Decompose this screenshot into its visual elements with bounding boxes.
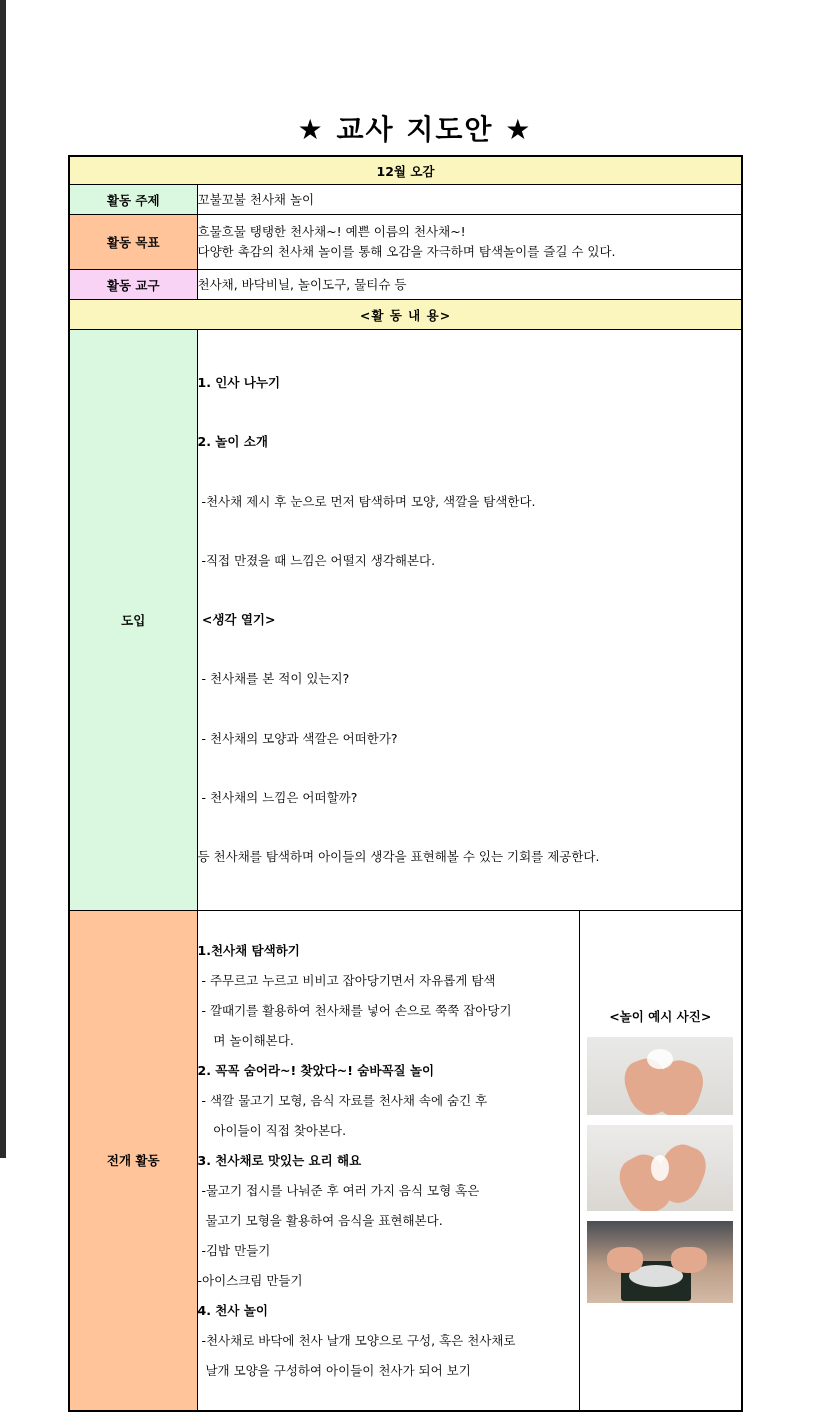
page-title: ★ 교사 지도안 ★ [297,113,533,146]
hand-shape [607,1247,643,1273]
intro-content [197,330,742,911]
photo-column [579,910,742,1411]
intro-label: 도입 [69,330,197,911]
development-line [198,1080,579,1091]
development-line: 아이들이 직접 찾아본다. [197,1122,347,1138]
goal-value [197,215,742,270]
development-line [198,1260,579,1271]
development-row [69,910,742,1411]
intro-line: - 천사채를 본 적이 있는지? [197,671,350,687]
goal-line: 흐물흐물 탱탱한 천사채~! 예쁜 이름의 천사채~! [197,224,466,239]
development-line: 물고기 모형을 활용하여 음식을 표현해본다. [197,1212,443,1228]
materials-row [69,270,742,300]
intro-line: -천사채 제시 후 눈으로 먼저 탐색하며 모양, 색깔을 탐색한다. [197,493,536,509]
intro-row [69,330,742,911]
development-line [198,1290,579,1301]
development-line: - 깔때기를 활용하여 천사채를 넣어 손으로 쭉쭉 잡아당기 [197,1002,512,1018]
example-photo-hands-2 [587,1125,733,1211]
development-line: -천사채로 바닥에 천사 날개 모양으로 구성, 혹은 천사채로 [197,1332,516,1348]
intro-line: 2. 놀이 소개 [197,434,268,450]
development-line: 1.천사채 탐색하기 [197,942,300,958]
development-line: -물고기 접시를 나눠준 후 여러 가지 음식 모형 혹은 [197,1182,480,1198]
development-list [198,941,579,1380]
photo-caption: <놀이 예시 사진> [609,1009,712,1025]
development-line [198,1050,579,1061]
goal-line: 다양한 촉감의 천사채 놀이를 통해 오감을 자극하며 탐색놀이를 즐길 수 있다. [197,244,616,259]
materials-label: 활동 교구 [69,270,197,300]
development-content [197,910,579,1411]
development-line [198,1170,579,1181]
intro-line: - 천사채의 느낌은 어떠할까? [197,790,358,806]
materials-value: 천사채, 바닥비닐, 놀이도구, 물티슈 등 [197,270,742,300]
development-line: 날개 모양을 구성하여 아이들이 천사가 되어 보기 [197,1362,471,1378]
development-line [198,1320,579,1331]
development-line [198,1020,579,1031]
intro-line: - 천사채의 모양과 색깔은 어떠한가? [197,730,398,746]
development-line [198,1200,579,1211]
development-label: 전개 활동 [69,910,197,1411]
development-line: 2. 꼭꼭 숨어라~! 찾았다~! 숨바꼭질 놀이 [197,1062,435,1078]
intro-line: <생각 열기> [197,612,276,628]
lesson-plan-table [68,155,743,1412]
goal-label: 활동 목표 [69,215,197,270]
month-theme: 12월 오감 [69,156,742,185]
goal-row [69,215,742,270]
development-line: - 색깔 물고기 모형, 음식 자료를 천사채 속에 숨긴 후 [197,1092,488,1108]
topic-row [69,185,742,215]
intro-line: -직접 만졌을 때 느낌은 어떨지 생각해본다. [197,552,436,568]
content-header-row [69,300,742,330]
example-photo-hands-1 [587,1037,733,1115]
development-line [198,960,579,971]
topic-value: 꼬불꼬불 천사채 놀이 [197,185,742,215]
development-line: 3. 천사채로 맛있는 요리 해요 [197,1152,362,1168]
intro-line: 등 천사채를 탐색하며 아이들의 생각을 표현해볼 수 있는 기회를 제공한다. [197,849,600,865]
hand-shape [671,1247,707,1273]
development-line: 며 놀이해본다. [197,1032,294,1048]
intro-line: 1. 인사 나누기 [197,375,281,390]
development-line: -김밥 만들기 [197,1242,271,1258]
example-photo-gimbap [587,1221,733,1303]
development-line [198,1110,579,1121]
topic-label: 활동 주제 [69,185,197,215]
window-edge [0,0,6,1158]
development-line: 4. 천사 놀이 [197,1302,268,1318]
development-line [198,1350,579,1361]
month-row [69,156,742,185]
development-line [198,990,579,1001]
development-line: - 주무르고 누르고 비비고 잡아당기면서 자유롭게 탐색 [197,972,496,988]
development-line [198,1230,579,1241]
development-line [198,1140,579,1151]
development-line: -아이스크림 만들기 [197,1272,303,1288]
content-header: <활 동 내 용> [69,300,742,330]
